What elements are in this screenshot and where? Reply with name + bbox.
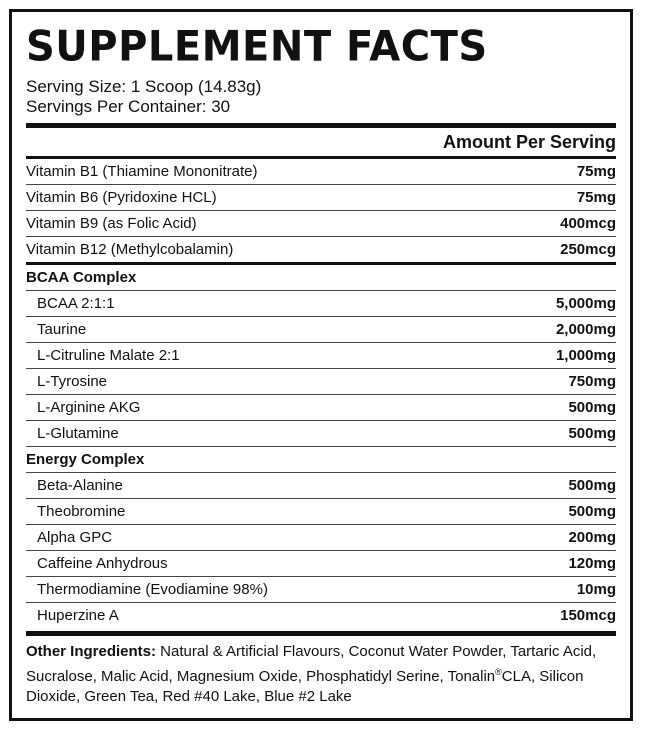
ingredient-amount: 10mg [576,581,616,598]
nutrient-amount: 75mg [576,189,616,206]
ingredient-row [26,551,616,576]
nutrient-amount: 400mcg [560,215,616,232]
nutrient-name: Vitamin B12 (Methylcobalamin) [26,241,234,258]
nutrient-name: Vitamin B6 (Pyridoxine HCL) [26,189,217,206]
bcaa-list [26,291,616,446]
ingredient-row [26,317,616,342]
other-ingredients-text-2: CLA, Silicon Dioxide, Green Tea, Red #40 Lake, Blue #2 Lake [26,668,584,705]
nutrient-name: Vitamin B9 (as Folic Acid) [26,215,197,232]
nutrient-name: Vitamin B1 (Thiamine Mononitrate) [26,163,258,180]
ingredient-name: Thermodiamine (Evodiamine 98%) [37,581,268,598]
ingredient-name: Theobromine [37,503,126,520]
nutrient-row [26,185,616,210]
ingredient-amount: 150mcg [560,607,616,624]
ingredient-name: Caffeine Anhydrous [37,555,168,572]
nutrient-amount: 250mcg [560,241,616,258]
other-ingredients [26,642,616,707]
ingredient-name: L-Arginine AKG [37,399,141,416]
ingredient-name: BCAA 2:1:1 [37,295,115,312]
ingredient-amount: 5,000mg [555,295,616,312]
ingredient-amount: 500mg [568,503,616,520]
ingredient-amount: 200mg [568,529,616,546]
ingredient-amount: 500mg [568,425,616,442]
ingredient-name: Taurine [37,321,87,338]
serving-info [26,77,616,117]
ingredient-row [26,421,616,446]
ingredient-name: L-Tyrosine [37,373,108,390]
ingredient-name: Beta-Alanine [37,477,123,494]
bcaa-section-title: BCAA Complex [26,269,137,286]
ingredient-amount: 500mg [568,399,616,416]
ingredient-row [26,291,616,316]
ingredient-amount: 1,000mg [555,347,616,364]
supplement-facts-panel [9,9,633,721]
ingredient-name: Alpha GPC [37,529,113,546]
ingredient-amount: 120mg [568,555,616,572]
vitamins-list [26,159,616,262]
ingredient-row [26,525,616,550]
ingredient-amount: 500mg [568,477,616,494]
ingredient-row [26,603,616,628]
ingredient-row [26,395,616,420]
serving-size: Serving Size: 1 Scoop (14.83g) [26,77,262,96]
ingredient-name: L-Glutamine [37,425,119,442]
ingredient-row [26,343,616,368]
ingredient-row [26,499,616,524]
energy-section-title: Energy Complex [26,451,145,468]
ingredient-name: L-Citruline Malate 2:1 [37,347,180,364]
divider-thick [26,631,616,636]
ingredient-row [26,369,616,394]
ingredient-amount: 2,000mg [555,321,616,338]
nutrient-row [26,159,616,184]
nutrient-amount: 75mg [576,163,616,180]
ingredient-row [26,577,616,602]
ingredient-name: Huperzine A [37,607,119,624]
other-ingredients-label: Other Ingredients: [26,643,157,660]
amount-per-serving-header: Amount Per Serving [442,132,616,152]
energy-list [26,473,616,628]
ingredient-row [26,473,616,498]
servings-per-container: Servings Per Container: 30 [26,97,231,116]
label-title: SUPPLEMENT FACTS [26,22,488,72]
registered-mark: ® [495,667,502,677]
nutrient-row [26,237,616,262]
other-ingredients-text-1: Natural & Artificial Flavours, Coconut Water Powder, Tartaric Acid, Sucralose, Malic Acid, Magnesium Oxide, Phosphatidyl Serine, Tonalin [26,643,597,685]
nutrient-row [26,211,616,236]
ingredient-amount: 750mg [568,373,616,390]
